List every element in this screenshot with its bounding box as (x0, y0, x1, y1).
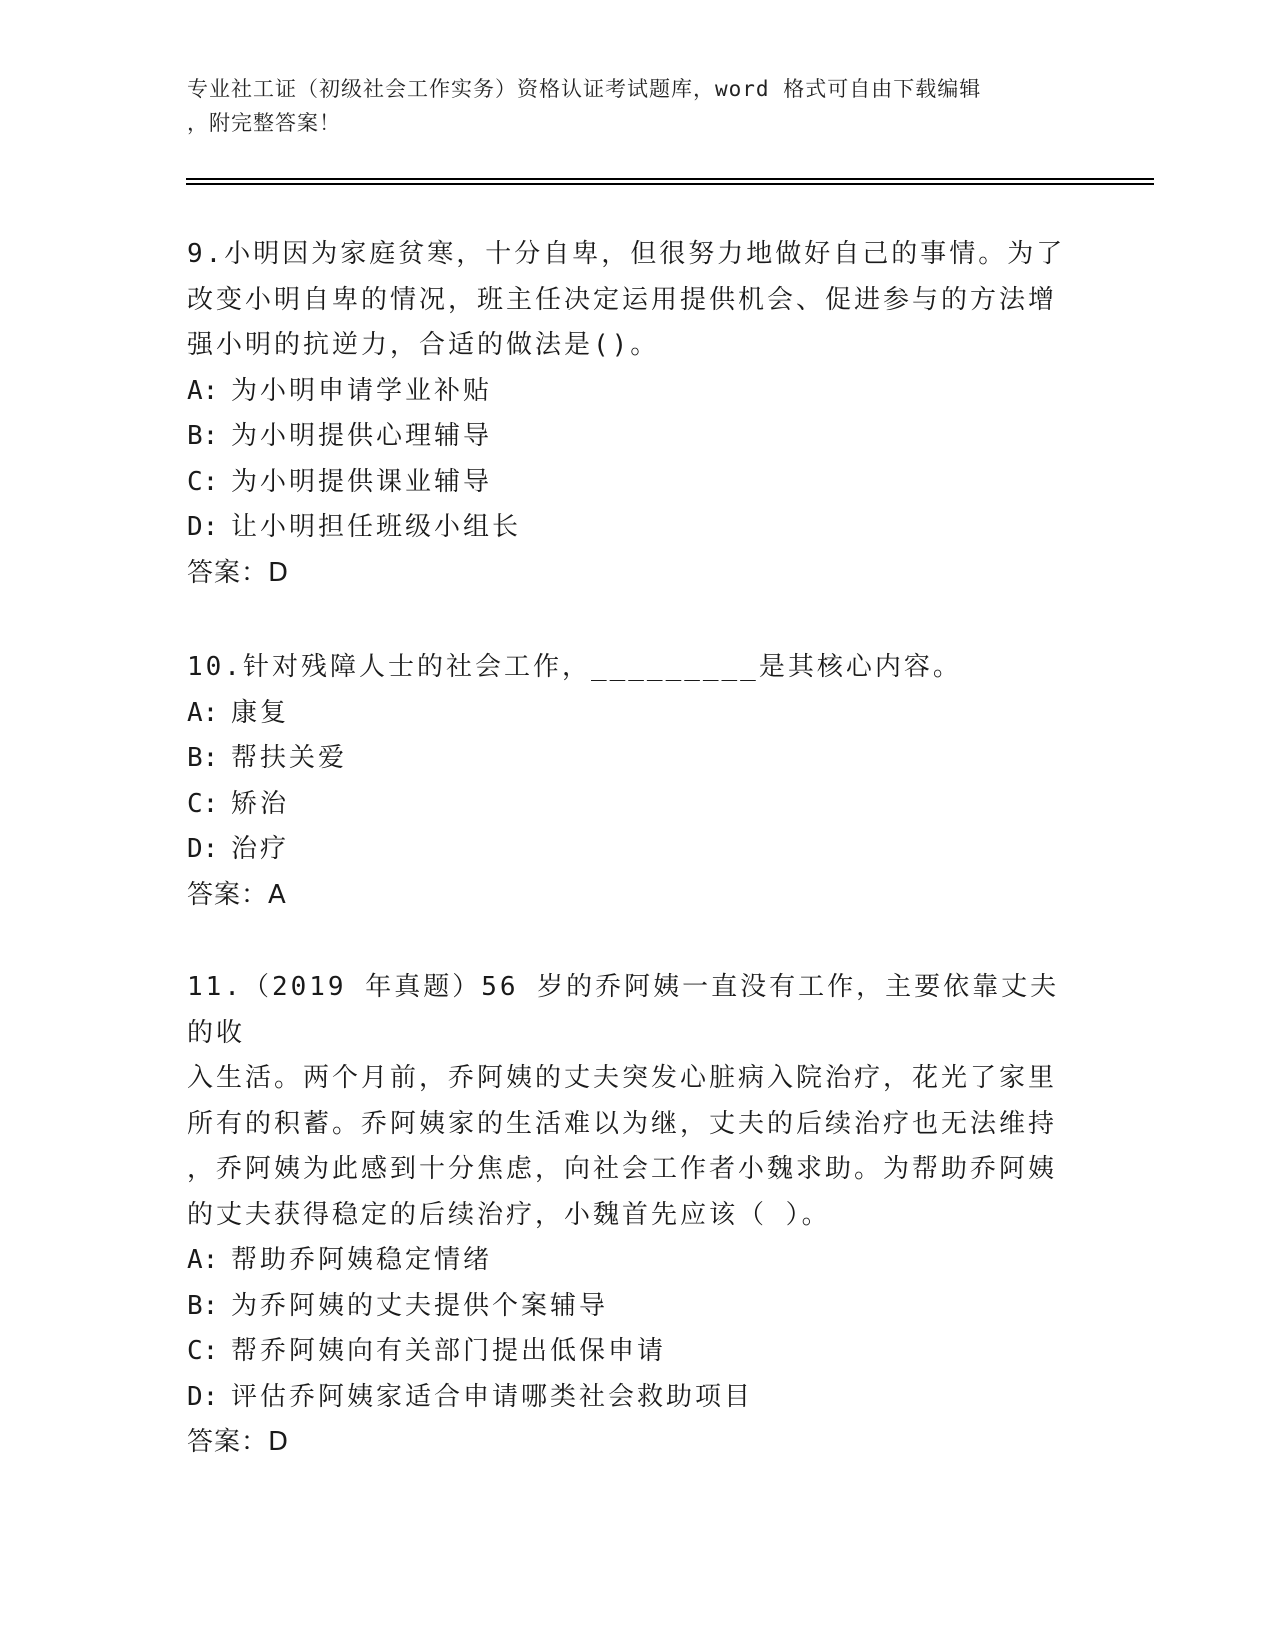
option-label: C: (187, 466, 219, 497)
option-label: D: (187, 1381, 219, 1412)
option-text: 治疗 (231, 834, 290, 864)
option-d (187, 505, 1067, 551)
question-stem-line: ，乔阿姨为此感到十分焦虑，向社会工作者小魏求助。为帮助乔阿姨 (187, 1154, 1058, 1184)
header-divider-top (186, 178, 1154, 180)
question-10 (187, 645, 1067, 918)
option-c (187, 1329, 1067, 1375)
option-label: B: (187, 421, 219, 451)
option-b (187, 1284, 1067, 1330)
option-label: D: (187, 512, 219, 542)
question-stem-line: 11.（2019 年真题）56 岁的乔阿姨一直没有工作，主要依靠丈夫的收 (187, 972, 1060, 1048)
option-text: 帮助乔阿姨稳定情绪 (231, 1245, 493, 1275)
option-text: 为小明提供课业辅导 (231, 466, 493, 497)
question-stem-line: 改变小明自卑的情况，班主任决定运用提供机会、促进参与的方法增 (187, 284, 1058, 315)
option-text: 帮乔阿姨向有关部门提出低保申请 (231, 1336, 667, 1366)
option-label: D: (187, 834, 219, 864)
option-label: C: (187, 1336, 219, 1366)
option-d (187, 1375, 1067, 1421)
option-a (187, 691, 1067, 737)
option-text: 矫治 (231, 788, 290, 819)
question-stem-line: 的丈夫获得稳定的后续治疗，小魏首先应该（ ）。 (187, 1199, 831, 1230)
answer-line: 答案：A (187, 879, 287, 910)
option-label: A: (187, 1245, 219, 1275)
option-label: B: (187, 743, 219, 773)
option-label: A: (187, 697, 219, 728)
document-header (187, 72, 1067, 140)
option-label: B: (187, 1290, 219, 1321)
option-label: A: (187, 375, 219, 406)
option-label: C: (187, 788, 219, 819)
question-stem-line: 9.小明因为家庭贫寒，十分自卑，但很努力地做好自己的事情。为了 (187, 239, 1066, 269)
option-text: 为乔阿姨的丈夫提供个案辅导 (231, 1290, 609, 1321)
answer-line: 答案：D (187, 557, 290, 588)
option-b (187, 736, 1067, 782)
option-d (187, 827, 1067, 873)
option-text: 帮扶关爱 (231, 743, 348, 773)
option-text: 让小明担任班级小组长 (231, 512, 522, 542)
option-text: 为小明申请学业补贴 (231, 375, 493, 406)
question-stem-line: 所有的积蓄。乔阿姨家的生活难以为继，丈夫的后续治疗也无法维持 (187, 1108, 1058, 1139)
option-b (187, 414, 1067, 460)
option-c (187, 460, 1067, 506)
option-text: 为小明提供心理辅导 (231, 421, 493, 451)
header-line-1: 专业社工证（初级社会工作实务）资格认证考试题库，word 格式可自由下载编辑 (187, 77, 982, 101)
option-a (187, 1238, 1067, 1284)
question-stem-line: 10.针对残障人士的社会工作，_________是其核心内容。 (187, 652, 962, 682)
question-9 (187, 232, 1067, 596)
option-text: 康复 (231, 697, 290, 728)
header-line-2: ，附完整答案！ (187, 111, 341, 135)
header-divider-bottom (186, 183, 1154, 185)
question-stem-line: 强小明的抗逆力，合适的做法是()。 (187, 330, 660, 360)
option-text: 评估乔阿姨家适合申请哪类社会救助项目 (231, 1381, 754, 1412)
question-stem-line: 入生活。两个月前，乔阿姨的丈夫突发心脏病入院治疗，花光了家里 (187, 1063, 1058, 1093)
option-a (187, 369, 1067, 415)
answer-line: 答案：D (187, 1427, 290, 1457)
option-c (187, 782, 1067, 828)
question-11 (187, 965, 1067, 1466)
